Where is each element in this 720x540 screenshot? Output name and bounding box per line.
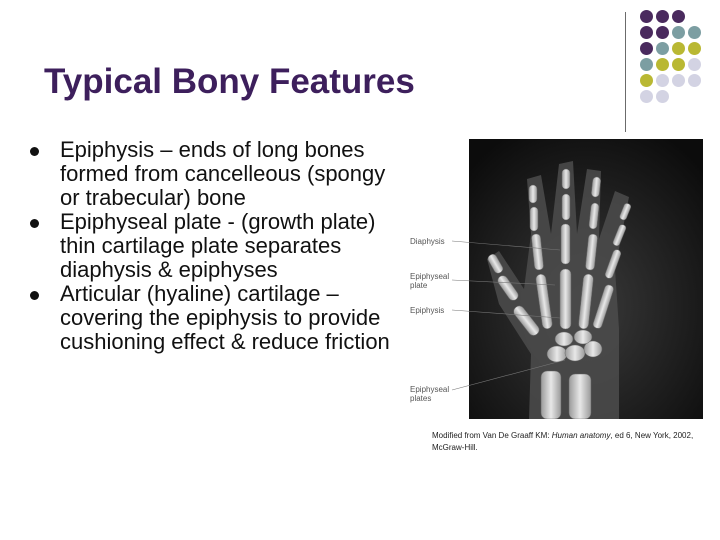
- bullet-text: Articular (hyaline) cartilage – covering the epiphysis to provide cushioning effect & reduce friction: [60, 281, 390, 354]
- label-epiphyseal-plate-line1: Epiphyseal: [410, 272, 450, 281]
- label-epiphysis: Epiphysis: [410, 306, 445, 315]
- caption-prefix: Modified from Van De Graaff KM:: [432, 431, 552, 440]
- slide-title: Typical Bony Features: [44, 62, 415, 101]
- caption-suffix: , ed 6, New York, 2002, McGraw-Hill.: [432, 431, 694, 452]
- label-epiphyseal-plates-line2: plates: [410, 394, 432, 403]
- figure-caption: [432, 430, 712, 454]
- label-epiphyseal-plates-line1: Epiphyseal: [410, 385, 450, 394]
- label-epiphyseal-plate-line2: plate: [410, 281, 428, 290]
- bullet-text: Epiphysis – ends of long bones formed from cancelleous (spongy or trabecular) bone: [60, 137, 386, 210]
- bullet-text: Epiphyseal plate - (growth plate) thin cartilage plate separates diaphysis & epiphyses: [60, 209, 376, 282]
- caption-book-title: Human anatomy: [551, 431, 611, 440]
- label-diaphysis: Diaphysis: [410, 237, 445, 246]
